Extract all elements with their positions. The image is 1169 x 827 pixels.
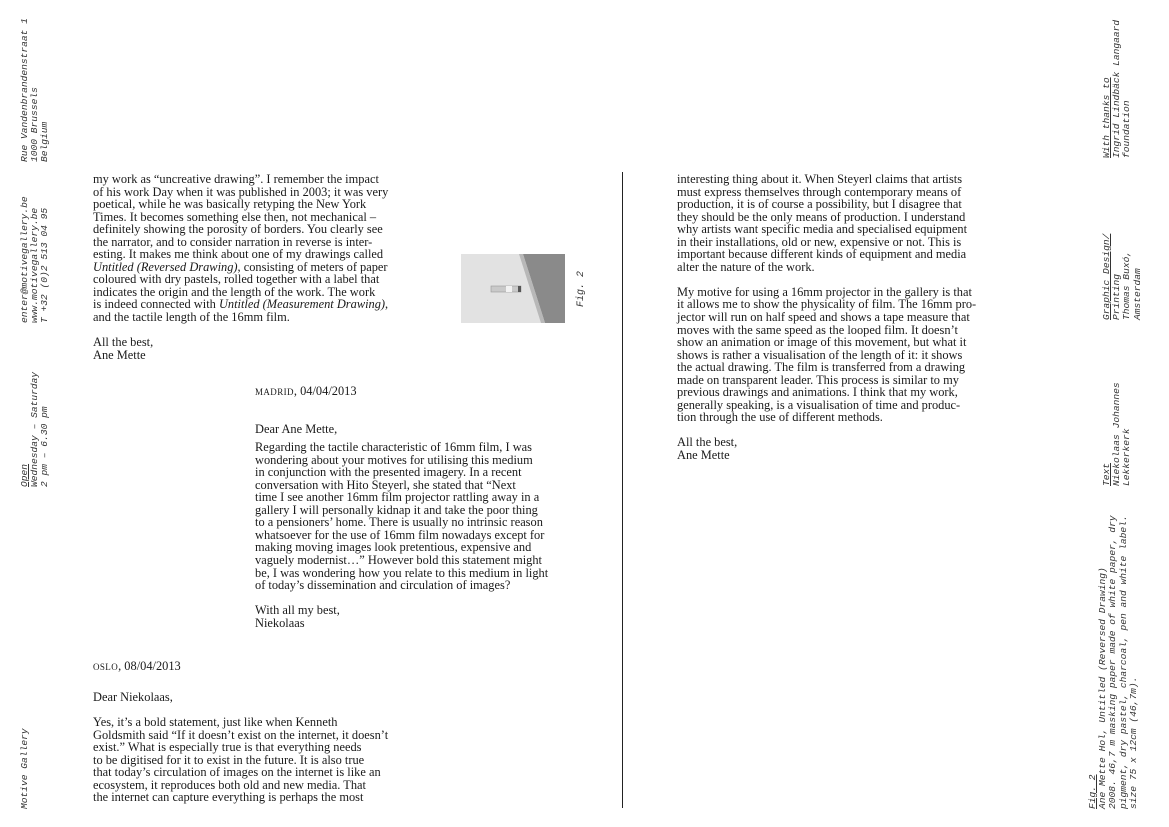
figure-caption: Fig. 2 Ane Mette Hol, Untitled (Reversed Drawing) 2008. 46,7 m masking paper made of white paper, dry pigment, dry pastel, charcoal, pen and white label. size 75 x 12cm (46,7m).: [1087, 515, 1139, 809]
signature: Niekolaas: [255, 615, 305, 630]
phone-number: T +32 (0)2 513 04 95: [39, 207, 51, 323]
rolled-drawing-photo: [461, 254, 565, 323]
gallery-contact: [20, 196, 51, 323]
figure-label: Fig. 2: [576, 270, 587, 307]
column-divider: [622, 172, 623, 808]
letter-dateline: madrid, 04/04/2013: [255, 384, 357, 398]
letter-dateline: oslo, 08/04/2013: [93, 659, 181, 673]
figure-image: [461, 254, 565, 323]
gallery-name: Motive Gallery: [19, 728, 30, 809]
website-link[interactable]: www.motivegallery.be: [29, 207, 41, 323]
signoff: All the best,: [677, 435, 738, 450]
email-link[interactable]: enter@motivegallery.be: [19, 196, 30, 323]
artwork-title: Untitled (Measurement Drawing): [218, 297, 386, 312]
signoff: With all my best,: [255, 603, 340, 618]
letter-oslo-continuation: interesting thing about it. When Steyerl claims that artists must express themselves through contemporary means of production, it is of course a possibility, but I disagree that they should be the only means of production. I understand why artists want specific media and specialised equipment in their installations, old or new, expensive or not. This is important because different kinds of equipment and media alter the nature of the work. My motive for using a 16mm projector in the gallery is that it allows me to show the physicality of film. The 16mm pro- jector will run on half speed and shows a tape measure that moves with the same speed as the looped film. It doesn’t show an animation or image of this movement, but what it shows is rather a visualisation of the length of it: it shows the actual drawing. The film is transferred from a drawing made on transparent leader. This process is similar to my previous drawings and animations. I think that my work, generally speaking, is a visualisation of time and produc- tion through the use of different methods. All the best, Ane Mette: [677, 172, 977, 462]
signature: Ane Mette: [93, 347, 146, 362]
signoff: All the best,: [93, 335, 154, 350]
gallery-address: Rue Vandenbrandenstraat 1 1000 Brussels Belgium: [19, 18, 51, 162]
thanks-credit: With thanks to Ingrid Lindbäck Langaard foundation: [1101, 19, 1133, 158]
letter-oslo: oslo, 08/04/2013 Dear Niekolaas, Yes, it’s a bold statement, just like when Kenneth Goldsmith said “If it doesn’t exist on the internet, it doesn’t exist.” What is especially true is that everything needs to be digitised for it to exist in the future. It is also true that today’s circulation of images on the internet is like an ecosystem, it reproduces both old and new media. That the internet can capture everything is perhaps the most: [93, 659, 389, 805]
greeting: Dear Ane Mette,: [255, 421, 338, 436]
letter-continuation: my work as “uncreative drawing”. I remember the impact of his work Day when it was published in 2003; it was very poetical, while he was basically retyping the New York Times. It becomes something else then, not mechanical – definitely showing the porosity of borders. You clearly see the narrator, and to consider narration in reverse is inter- esting. It makes me think about one of my drawings called Untitled (Reversed Drawing), consisting of meters of paper coloured with dry pastels, rolled together with a label that indicates the origin and the length of the work. The work is indeed connected with Untitled (Measurement Drawing), and the tactile length of the 16mm film. All the best, Ane Mette: [93, 172, 389, 362]
design-credit: Graphic Design/ Printing Thomas Buxó, Amsterdam: [1101, 233, 1143, 320]
letter-madrid: madrid, 04/04/2013 Dear Ane Mette, Regarding the tactile characteristic of 16mm film, I was wondering about your motives for utilising this medium in conjunction with the presented imagery. In a recent conversation with Hito Steyerl, she stated that “Next time I see another 16mm film projector rattling away in a gallery I will personally kidnap it and take the poor thing to a pensioners’ home. There is usually no intrinsic reason whatsoever for the use of 16mm film nowadays except for making moving images look pretentious, expensive and vaguely modernist…” However bold this statement might be, I was wondering how you relate to this medium in light of today’s dissemination and circulation of images? With all my best, Niekolaas: [255, 384, 549, 630]
artwork-title: Untitled (Reversed Drawing): [93, 259, 238, 274]
opening-hours: Open Wednesday – Saturday 2 pm – 6.30 pm: [19, 371, 51, 487]
greeting: Dear Niekolaas,: [93, 690, 173, 705]
text-credit: Text Niekolaas Johannes Lekkerkerk: [1101, 382, 1133, 486]
hours-title: Open: [19, 463, 30, 487]
signature: Ane Mette: [677, 447, 730, 462]
